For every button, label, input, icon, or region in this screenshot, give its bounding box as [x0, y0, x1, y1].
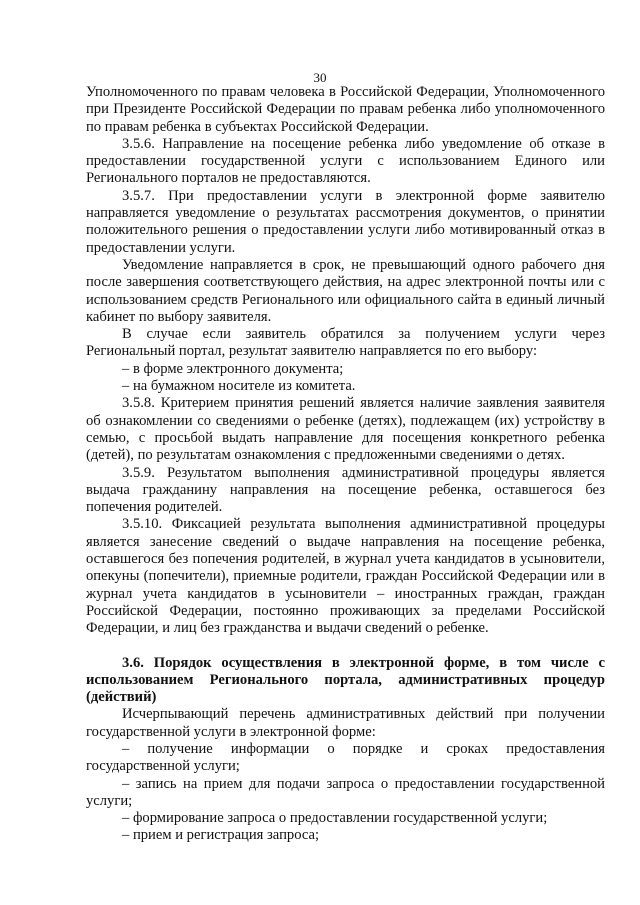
- paragraph-3-5-7: 3.5.7. При предоставлении услуги в электронной форме заявителю направляется уведомление о результатах рассмотрения документов, о принятии положительного решения о предоставлении услуги либо мотивированный отказ в предоставлении услуги.: [86, 187, 605, 256]
- paragraph-3-5-8: 3.5.8. Критерием принятия решений является наличие заявления заявителя об ознакомлении со сведениями о ребенке (детях), подлежащем (их) устройству в семью, с просьбой выдать направление для посещения конкретного ребенка (детей), по результатам ознакомления с предложенными сведениями о детях.: [86, 395, 605, 464]
- list-item-paper: – на бумажном носителе из комитета.: [122, 378, 356, 395]
- paragraph-3-5-10: 3.5.10. Фиксацией результата выполнения административной процедуры является занесение сведений о выдаче направления на посещение ребенка, оставшегося без попечения родителей, в журнал учета кандидатов в усыновители, опекуны (попечители), приемные родители, граждан Российской Федерации или в журнал учета кандидатов в усыновители – иностранных граждан, граждан Российской Федерации, постоянно проживающих за пределами Российской Федерации, и лиц без гражданства и выдачи сведений о ребенке.: [86, 516, 605, 637]
- paragraph-continuation: Уполномоченного по правам человека в Российской Федерации, Уполномоченного при Президенте Российской Федерации по правам ребенка либо уполномоченного по правам ребенка в субъектах Российской Федерации.: [86, 84, 605, 135]
- paragraph-3-5-9: 3.5.9. Результатом выполнения административной процедуры является выдача гражданину направления на посещение ребенка, оставшегося без попечения родителей.: [86, 464, 605, 516]
- section-list-item: – получение информации о порядке и сроках предоставления государственной услуги;: [86, 740, 605, 775]
- page-body: [86, 84, 605, 845]
- section-list-item: – формирование запроса о предоставлении государственной услуги;: [122, 810, 548, 827]
- section-intro: Исчерпывающий перечень административных действий при получении государственной услуги в электронной форме:: [86, 706, 605, 740]
- section-list-item: – запись на прием для подачи запроса о предоставлении государственной услуги;: [86, 775, 605, 809]
- section-heading-3-6: 3.6. Порядок осуществления в электронной форме, в том числе с использованием Регионального портала, административных процедур (действий): [86, 654, 605, 706]
- list-item-electronic: – в форме электронного документа;: [122, 360, 344, 377]
- paragraph-notification-term: Уведомление направляется в срок, не превышающий одного рабочего дня после завершения соответствующего действия, на адрес электронной почты или с использованием средств Регионального или официального сайта в единый личный кабинет по выбору заявителя.: [86, 256, 605, 325]
- paragraph-3-5-6: 3.5.6. Направление на посещение ребенка либо уведомление об отказе в предоставлении государственной услуги с использованием Единого или Регионального порталов не предоставляются.: [86, 135, 605, 187]
- page-number: 30: [313, 70, 327, 85]
- paragraph-regional-portal: В случае если заявитель обратился за получением услуги через Региональный портал, результат заявителю направляется по его выбору:: [86, 326, 605, 360]
- section-list-item: – прием и регистрация запроса;: [122, 827, 320, 844]
